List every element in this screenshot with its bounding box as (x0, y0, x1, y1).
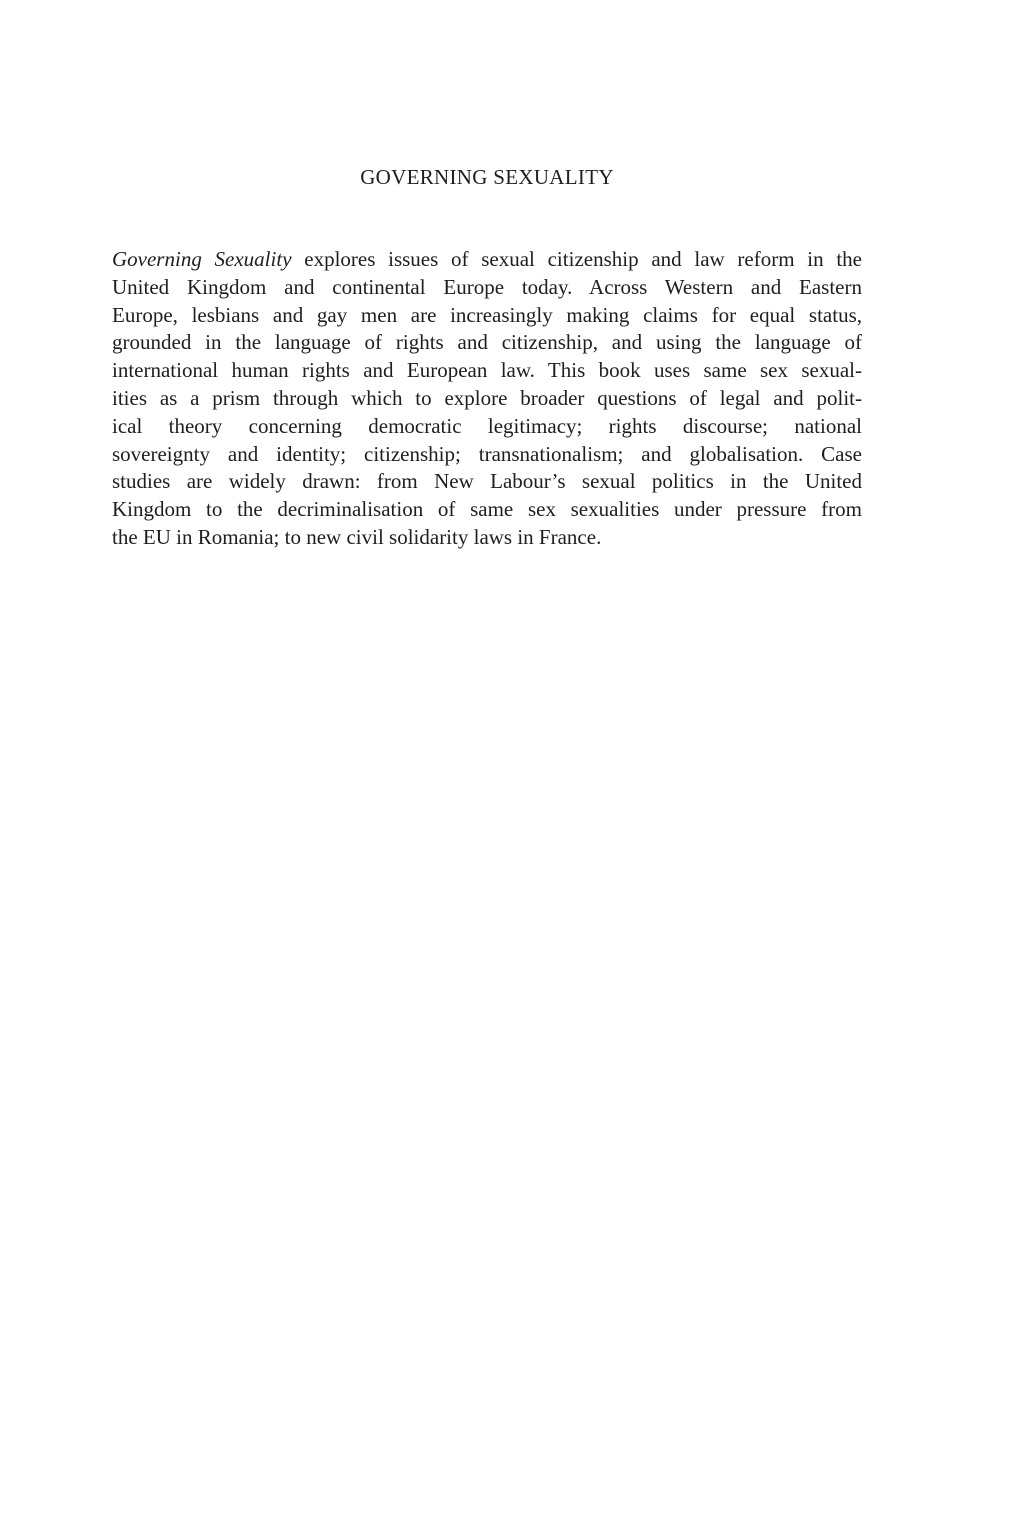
blurb-line-1 (112, 246, 862, 274)
blurb-line-6: ities as a prism through which to explore broader questions of legal and polit- (112, 385, 862, 410)
blurb-line-5: international human rights and European law. This book uses same sex sexual- (112, 358, 862, 383)
blurb-line-8: sovereignty and identity; citizenship; transnationalism; and globalisation. Case (112, 441, 862, 466)
blurb-line-10: Kingdom to the decriminalisation of same sex sexualities under pressure from (112, 497, 862, 522)
blurb-line-1-text: explores issues of sexual citizenship and law reform in the (291, 247, 862, 271)
page-title: GOVERNING SEXUALITY (360, 165, 614, 189)
blurb-line-2: United Kingdom and continental Europe today. Across Western and Eastern (112, 274, 862, 299)
blurb-line-7: ical theory concerning democratic legitimacy; rights discourse; national (112, 413, 862, 438)
blurb-line-9: studies are widely drawn: from New Labour’s sexual politics in the United (112, 469, 862, 494)
blurb-line-4: grounded in the language of rights and citizenship, and using the language of (112, 330, 862, 355)
book-title-italic: Governing Sexuality (112, 247, 292, 271)
blurb-line-11: the EU in Romania; to new civil solidarity laws in France. (112, 524, 602, 549)
book-description (112, 246, 862, 552)
blurb-line-3: Europe, lesbians and gay men are increasingly making claims for equal status, (112, 302, 862, 327)
